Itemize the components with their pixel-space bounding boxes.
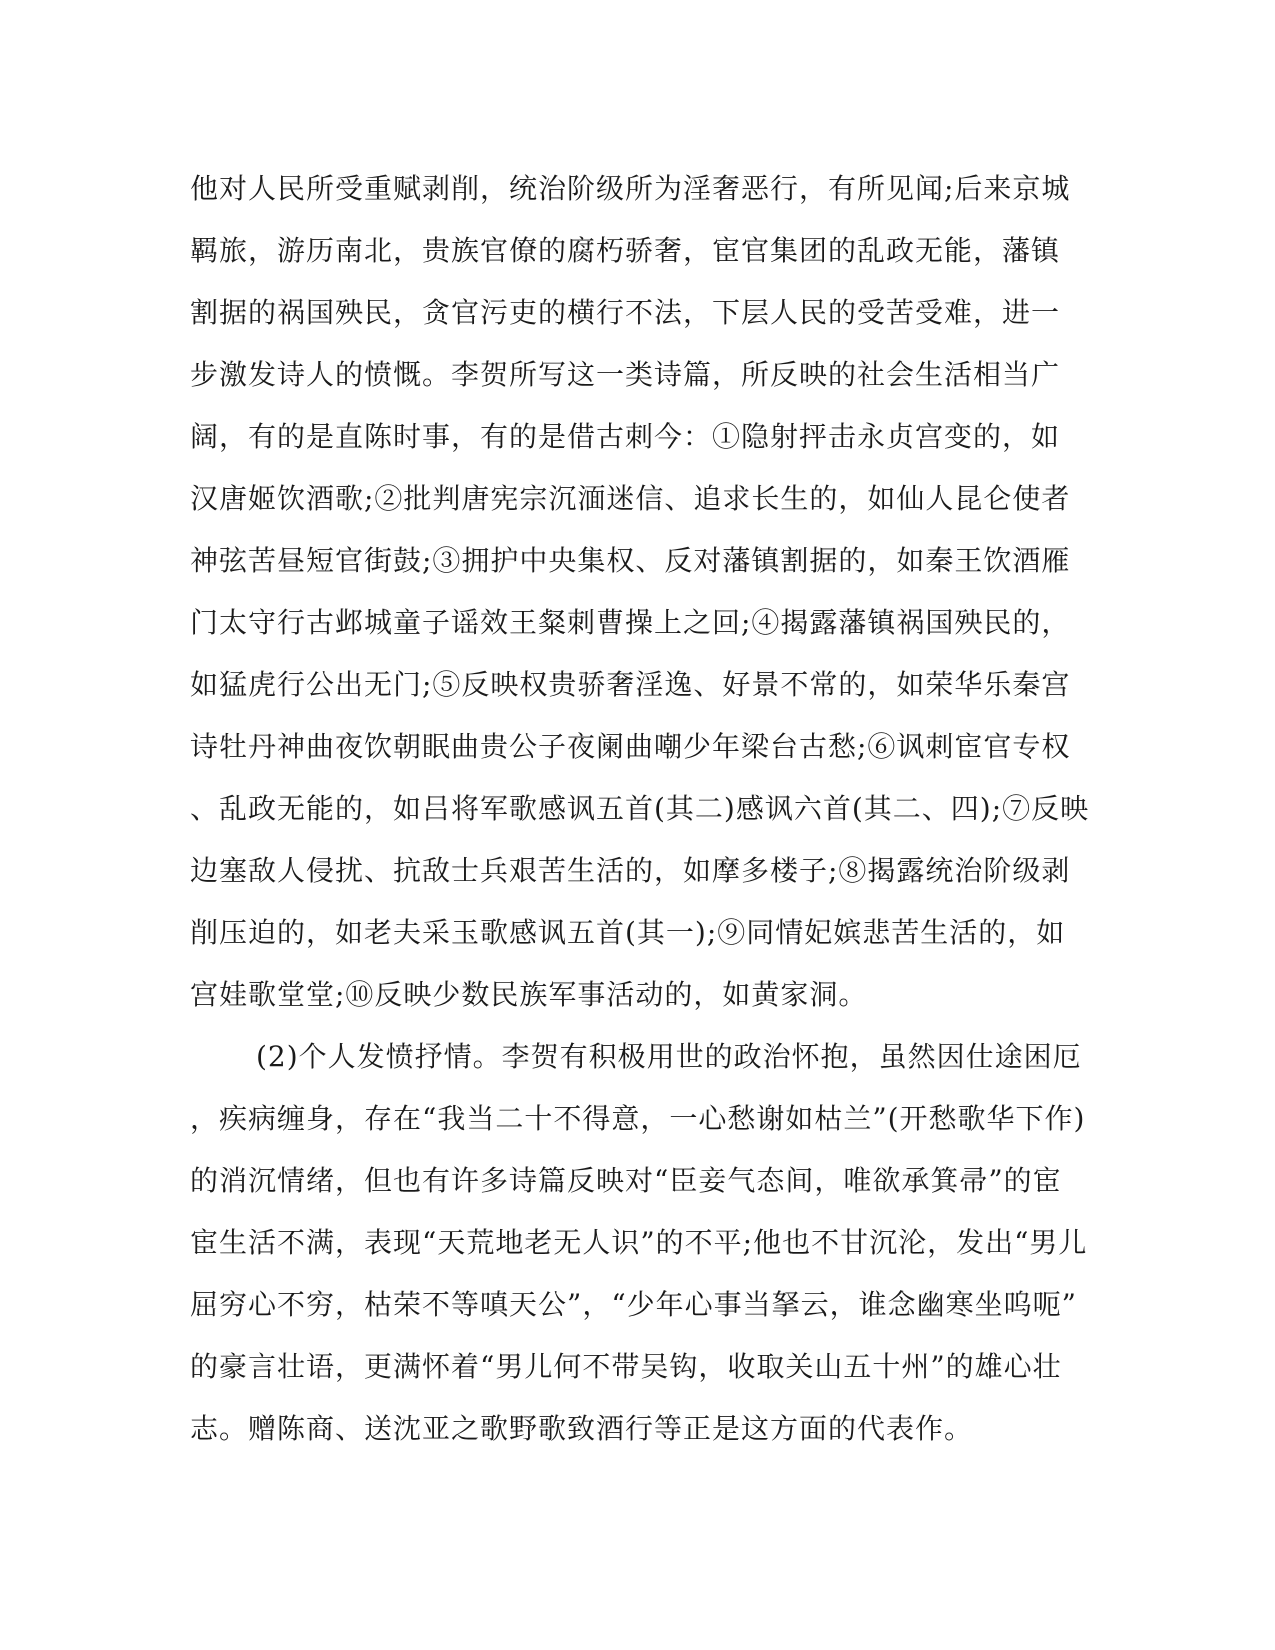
text-line: 门太守行古邺城童子谣效王粲刺曹操上之回;④揭露藩镇祸国殃民的， (190, 606, 1071, 639)
text-line: 志。赠陈商、送沈亚之歌野歌致酒行等正是这方面的代表作。 (190, 1412, 974, 1445)
body-text (190, 158, 1090, 1460)
text-line: 羁旅，游历南北，贵族官僚的腐朽骄奢，宦官集团的乱政无能，藩镇 (190, 234, 1061, 267)
text-line: ，疾病缠身，存在“我当二十不得意，一心愁谢如枯兰”(开愁歌华下作) (190, 1102, 1086, 1135)
text-line: 削压迫的，如老夫采玉歌感讽五首(其一);⑨同情妃嫔悲苦生活的，如 (190, 916, 1066, 949)
text-line: 的豪言壮语，更满怀着“男儿何不带吴钩，收取关山五十州”的雄心壮 (190, 1350, 1062, 1383)
text-line: 宦生活不满，表现“天荒地老无人识”的不平;他也不甘沉沦，发出“男儿 (190, 1226, 1088, 1259)
text-line: 阔，有的是直陈时事，有的是借古刺今：①隐射抨击永贞宫变的，如 (190, 420, 1061, 453)
text-line: 、乱政无能的，如吕将军歌感讽五首(其二)感讽六首(其二、四);⑦反映 (190, 792, 1090, 825)
text-line: 步激发诗人的愤慨。李贺所写这一类诗篇，所反映的社会生活相当广 (190, 358, 1061, 391)
text-line: 屈穷心不穷，枯荣不等嗔天公”，“少年心事当拏云，谁念幽寒坐呜呃” (190, 1288, 1077, 1321)
text-line: 如猛虎行公出无门;⑤反映权贵骄奢淫逸、好景不常的，如荣华乐秦宫 (190, 668, 1071, 701)
paragraph-social-poems (190, 158, 1090, 1026)
paragraph-personal-expression (190, 1026, 1090, 1460)
text-line: 割据的祸国殃民，贪官污吏的横行不法，下层人民的受苦受难，进一 (190, 296, 1061, 329)
text-line: 汉唐姬饮酒歌;②批判唐宪宗沉湎迷信、追求长生的，如仙人昆仑使者 (190, 482, 1071, 515)
text-line: 宫娃歌堂堂;⑩反映少数民族军事活动的，如黄家洞。 (190, 978, 868, 1011)
text-line: 诗牡丹神曲夜饮朝眠曲贵公子夜阑曲嘲少年梁台古愁;⑥讽刺宦官专权 (190, 730, 1071, 763)
text-line: 边塞敌人侵扰、抗敌士兵艰苦生活的，如摩多楼子;⑧揭露统治阶级剥 (190, 854, 1071, 887)
text-line: 神弦苦昼短官街鼓;③拥护中央集权、反对藩镇割据的，如秦王饮酒雁 (190, 544, 1071, 577)
text-line: 他对人民所受重赋剥削，统治阶级所为淫奢恶行，有所见闻;后来京城 (190, 172, 1071, 205)
text-line: 的消沉情绪，但也有许多诗篇反映对“臣妾气态间，唯欲承箕帚”的宦 (190, 1164, 1062, 1197)
text-line-first: (2)个人发愤抒情。李贺有积极用世的政治怀抱，虽然因仕途困厄 (256, 1040, 1082, 1073)
